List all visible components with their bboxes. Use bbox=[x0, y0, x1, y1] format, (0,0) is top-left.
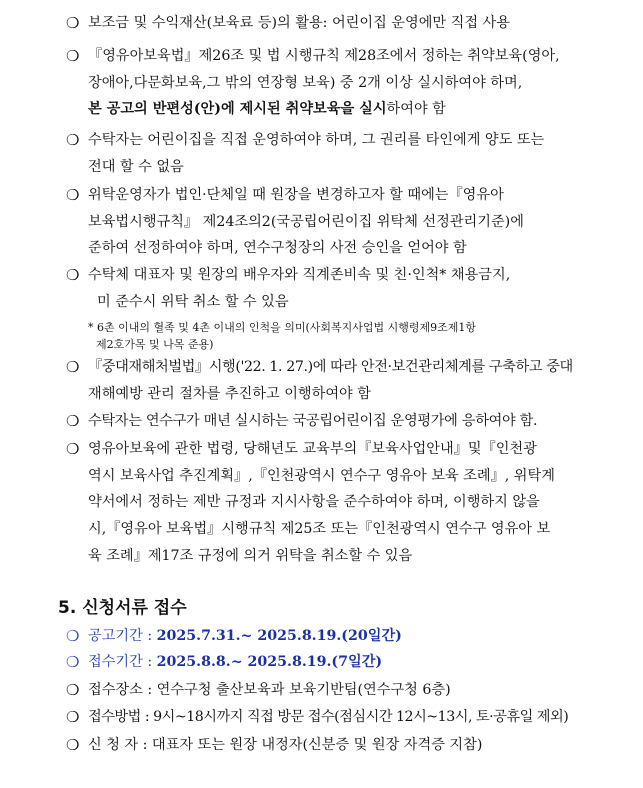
emphasis-text: 본 공고의 반편성(안)에 제시된 취약보육을 실시 bbox=[88, 101, 387, 118]
condition-safety-act: ❍ 『중대재해처벌법』시행('22. 1. 27.)에 따라 안전·보건관리체계를 구축하고 중대 재해예방 관리 절차를 추진하고 이행하여야 함 bbox=[66, 354, 596, 407]
circle-bullet-icon: ❍ bbox=[66, 131, 80, 149]
circle-bullet-icon: ❍ bbox=[66, 47, 80, 65]
condition-vulnerable-care: ❍ 『영유아보육법』제26조 및 법 시행규칙 제28조에서 정하는 취약보육(영아, 장애아,다문화보육,그 밖의 연장형 보육) 중 2개 이상 실시하여야 하며, 본 공고의 반편성(안)에 제시된 취약보육을 실시하여야 함 bbox=[66, 43, 596, 123]
circle-bullet-icon: ❍ bbox=[66, 266, 80, 284]
receipt-period-row bbox=[66, 649, 382, 675]
condition-hiring-ban: ❍ 수탁체 대표자 및 원장의 배우자와 직계존비속 및 친·인척* 채용금지, 미 준수시 위탁 취소 할 수 있음 bbox=[66, 262, 596, 315]
circle-bullet-icon: ❍ bbox=[66, 681, 80, 699]
circle-bullet-icon: ❍ bbox=[66, 440, 80, 458]
condition-subsidy-use: ❍ 보조금 및 수익재산(보육료 등)의 활용: 어린이집 운영에만 직접 사용 bbox=[66, 10, 596, 37]
receipt-place-row: ❍ 접수장소 : 연수구청 출산보육과 보육기반팀(연수구청 6층) bbox=[66, 677, 451, 703]
condition-evaluation: ❍ 수탁자는 연수구가 매년 실시하는 국공립어린이집 운영평가에 응하여야 함. bbox=[66, 408, 596, 435]
circle-bullet-icon: ❍ bbox=[66, 186, 80, 204]
circle-bullet-icon: ❍ bbox=[66, 412, 80, 430]
condition-compliance: ❍ 영유아보육에 관한 법령, 당해년도 교육부의『보육사업안내』및『인천광 역시 보육사업 추진계획』,『인천광역시 연수구 영유아 보육 조례』, 위탁계 약서에서 정하는 제반 규정과 지시사항을 준수하여야 하며, 이행하지 않을 시,『영유아 보육법』시행규칙 제25조 또는『인천광역시 연수구 영유아 보 육 조례』제17조 규정에 의거 위탁을 취소할 수 있음 bbox=[66, 436, 596, 570]
section-heading: 5. 신청서류 접수 bbox=[58, 598, 187, 618]
circle-bullet-icon: ❍ bbox=[66, 627, 80, 645]
circle-bullet-icon: ❍ bbox=[66, 14, 80, 32]
receipt-period-label: 접수기간 : bbox=[88, 654, 153, 670]
applicant-row: ❍ 신 청 자 : 대표자 또는 원장 내정자(신분증 및 원장 자격증 지참) bbox=[66, 732, 482, 758]
condition-direct-operation: ❍ 수탁자는 어린이집을 직접 운영하여야 하며, 그 권리를 타인에게 양도 또는 전대 할 수 없음 bbox=[66, 127, 596, 180]
notice-period-value: 2025.7.31.~ 2025.8.19.(20일간) bbox=[156, 628, 402, 644]
notice-period-label: 공고기간 : bbox=[88, 628, 153, 644]
condition-director-change: ❍ 위탁운영자가 법인·단체일 때 원장을 변경하고자 할 때에는『영유아 보육법시행규칙』 제24조의2(국공립어린이집 위탁체 선정관리기준)에 준하여 선정하여야 하며, 연수구청장의 사전 승인을 얻어야 함 bbox=[66, 182, 596, 262]
receipt-period-value: 2025.8.8.~ 2025.8.19.(7일간) bbox=[156, 654, 383, 670]
notice-period-row bbox=[66, 623, 402, 649]
receipt-method-row: ❍ 접수방법 : 9시~18시까지 직접 방문 접수(점심시간 12시~13시, 토·공휴일 제외) bbox=[66, 704, 568, 730]
circle-bullet-icon: ❍ bbox=[66, 358, 80, 376]
circle-bullet-icon: ❍ bbox=[66, 653, 80, 671]
circle-bullet-icon: ❍ bbox=[66, 708, 79, 726]
circle-bullet-icon: ❍ bbox=[66, 736, 80, 754]
footnote: * 6촌 이내의 혈족 및 4촌 이내의 인척을 의미(사회복지사업법 시행령제9조제1항 제2호가목 및 나목 준용) bbox=[88, 321, 477, 351]
